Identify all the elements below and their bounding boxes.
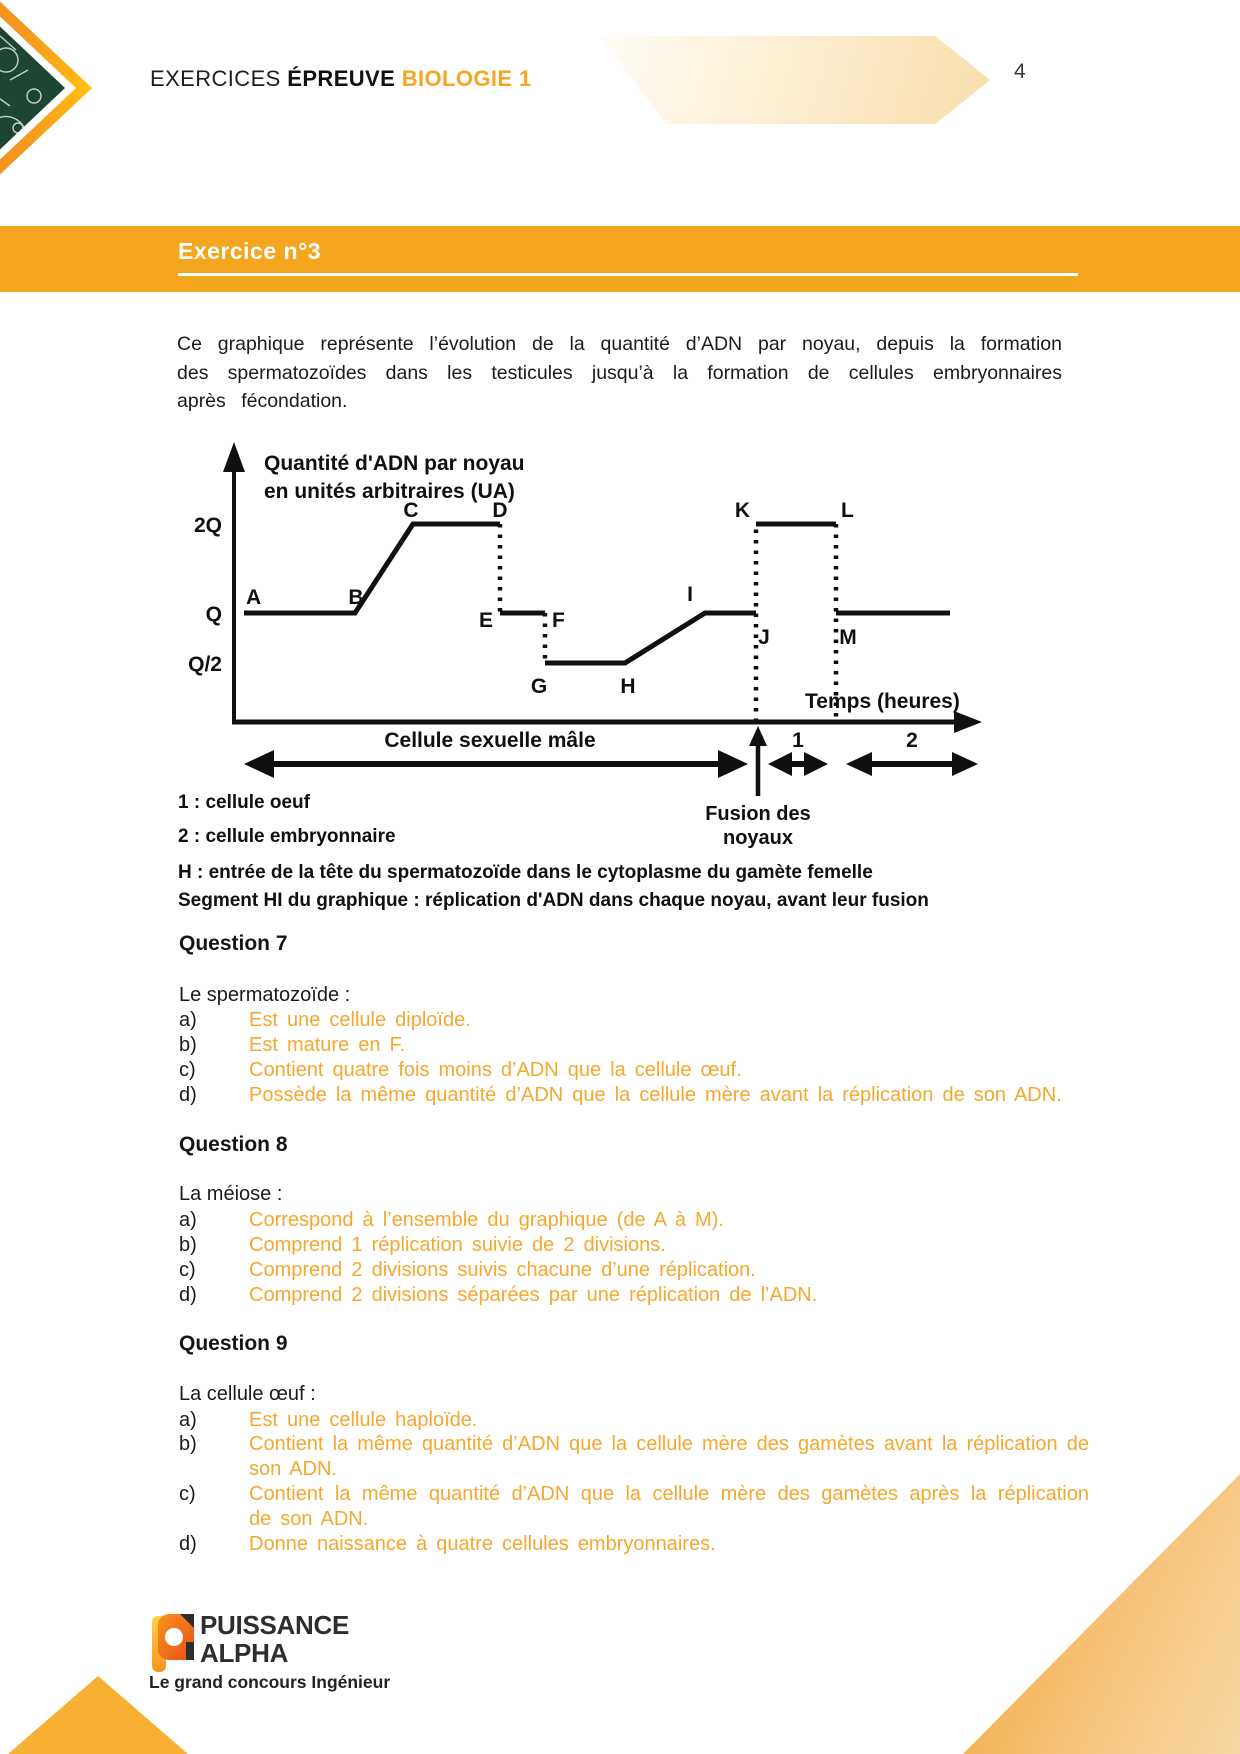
fusion-arrow bbox=[749, 726, 767, 796]
legend-segment-hi: Segment HI du graphique : réplication d'ADN dans chaque noyau, avant leur fusion bbox=[178, 890, 929, 911]
title-part-subject: BIOLOGIE 1 bbox=[401, 66, 532, 91]
point-label-c: C bbox=[403, 499, 419, 522]
question-9-option-a bbox=[179, 1408, 1089, 1433]
point-label-m: M bbox=[839, 626, 857, 649]
dna-curve-dashed-drops bbox=[500, 524, 836, 722]
y-axis-title-line2: en unités arbitraires (UA) bbox=[264, 480, 515, 503]
option-letter: b) bbox=[179, 1034, 197, 1056]
phase-male-label: Cellule sexuelle mâle bbox=[384, 729, 596, 752]
brand-name-line2: ALPHA bbox=[200, 1638, 289, 1668]
header-arrow-banner bbox=[600, 36, 990, 124]
intro-paragraph: Ce graphique représente l’évolution de la quantité d’ADN par noyau, depuis la formation des spermatozoïdes dans les testicules jusqu’à la formation de cellules embryonnaires après fécondation. bbox=[177, 333, 1062, 412]
tick-q: Q bbox=[205, 603, 222, 626]
question-8-title: Question 8 bbox=[179, 1133, 288, 1156]
point-label-l: L bbox=[841, 499, 854, 522]
tick-2q: 2Q bbox=[193, 514, 222, 537]
document-title bbox=[150, 66, 532, 92]
option-letter: a) bbox=[179, 1209, 197, 1231]
option-text: Comprend 2 divisions séparées par une réplication de l’ADN. bbox=[249, 1284, 818, 1306]
y-axis-title-line1: Quantité d'ADN par noyau bbox=[264, 452, 525, 475]
legend-point-h: H : entrée de la tête du spermatozoïde dans le cytoplasme du gamète femelle bbox=[178, 862, 873, 883]
question-9-option-c bbox=[179, 1482, 1089, 1532]
question-8-stem: La méiose : bbox=[179, 1183, 283, 1205]
exercise-title: Exercice n°3 bbox=[178, 238, 322, 264]
option-letter: b) bbox=[179, 1234, 197, 1256]
question-9-option-b bbox=[179, 1432, 1089, 1482]
point-label-k: K bbox=[734, 499, 750, 522]
point-label-f: F bbox=[552, 609, 565, 632]
option-letter: c) bbox=[179, 1259, 196, 1281]
page-number: 4 bbox=[1014, 60, 1026, 83]
question-8-option-a bbox=[179, 1208, 1089, 1233]
question-8-option-b bbox=[179, 1233, 1089, 1258]
option-letter: d) bbox=[179, 1084, 197, 1106]
legend-cellule-embryonnaire: 2 : cellule embryonnaire bbox=[178, 826, 396, 847]
point-label-b: B bbox=[348, 586, 364, 609]
question-7-option-d bbox=[179, 1083, 1089, 1108]
school-diamond-logo bbox=[0, 0, 100, 190]
option-letter: d) bbox=[179, 1284, 197, 1306]
phase-2-arrow bbox=[846, 752, 978, 776]
phase-1-label: 1 bbox=[792, 729, 804, 752]
point-label-h: H bbox=[620, 675, 636, 698]
legend-cellule-oeuf: 1 : cellule oeuf bbox=[178, 792, 310, 813]
question-7-option-b bbox=[179, 1033, 1089, 1058]
phase-1-arrow bbox=[768, 752, 828, 776]
question-7-option-a bbox=[179, 1008, 1089, 1033]
x-axis-arrowhead bbox=[954, 711, 982, 733]
option-text: Contient la même quantité d’ADN que la cellule mère des gamètes après la réplication de son ADN. bbox=[249, 1483, 1089, 1530]
option-letter: a) bbox=[179, 1009, 197, 1031]
phase-male-arrow bbox=[244, 750, 748, 778]
point-label-e: E bbox=[478, 609, 493, 632]
fusion-label-line2: noyaux bbox=[722, 827, 794, 849]
question-7-stem: Le spermatozoïde : bbox=[179, 984, 351, 1006]
question-9-stem: La cellule œuf : bbox=[179, 1383, 316, 1405]
tick-q2: Q/2 bbox=[188, 653, 222, 676]
point-label-g: G bbox=[530, 675, 548, 698]
option-text: Contient la même quantité d’ADN que la cellule mère des gamètes avant la réplication de son ADN. bbox=[249, 1433, 1089, 1480]
x-axis-label: Temps (heures) bbox=[805, 690, 960, 713]
question-7-title: Question 7 bbox=[179, 932, 288, 955]
option-text: Correspond à l’ensemble du graphique (de A à M). bbox=[249, 1209, 724, 1231]
option-text: Donne naissance à quatre cellules embryonnaires. bbox=[249, 1533, 716, 1555]
point-label-i: I bbox=[687, 583, 693, 606]
option-text: Est une cellule diploïde. bbox=[249, 1009, 471, 1031]
phase-2-label: 2 bbox=[906, 729, 918, 752]
exercise-banner bbox=[0, 226, 1240, 292]
option-letter: d) bbox=[179, 1533, 197, 1555]
question-9-option-d bbox=[179, 1532, 1089, 1557]
option-text: Comprend 1 réplication suivie de 2 divisions. bbox=[249, 1234, 666, 1256]
question-8-option-c bbox=[179, 1258, 1089, 1283]
option-letter: c) bbox=[179, 1059, 196, 1081]
title-part-epreuve: ÉPREUVE bbox=[287, 66, 402, 91]
option-text: Comprend 2 divisions suivis chacune d’une réplication. bbox=[249, 1259, 756, 1281]
option-letter: b) bbox=[179, 1433, 197, 1455]
point-labels bbox=[246, 499, 857, 698]
option-text: Possède la même quantité d’ADN que la cellule mère avant la réplication de son ADN. bbox=[249, 1084, 1062, 1106]
puissance-alpha-logo-icon bbox=[150, 1612, 196, 1674]
point-label-j: J bbox=[758, 626, 770, 649]
title-part-exercices: EXERCICES bbox=[150, 66, 288, 91]
exercise-title-underline bbox=[178, 273, 1078, 276]
point-label-a: A bbox=[246, 586, 262, 609]
point-label-d: D bbox=[492, 499, 508, 522]
question-9-title: Question 9 bbox=[179, 1332, 288, 1355]
question-8-option-d bbox=[179, 1283, 1089, 1308]
fusion-label-line1: Fusion des bbox=[705, 803, 811, 825]
question-7-option-c bbox=[179, 1058, 1089, 1083]
option-text: Est mature en F. bbox=[249, 1034, 406, 1056]
y-axis-arrowhead bbox=[223, 442, 245, 472]
option-letter: a) bbox=[179, 1409, 197, 1431]
brand-name-line1: PUISSANCE bbox=[200, 1610, 349, 1640]
option-text: Contient quatre fois moins d’ADN que la cellule œuf. bbox=[249, 1059, 742, 1081]
option-text: Est une cellule haploïde. bbox=[249, 1409, 478, 1431]
option-letter: c) bbox=[179, 1483, 196, 1505]
brand-tagline: Le grand concours Ingénieur bbox=[149, 1672, 391, 1692]
